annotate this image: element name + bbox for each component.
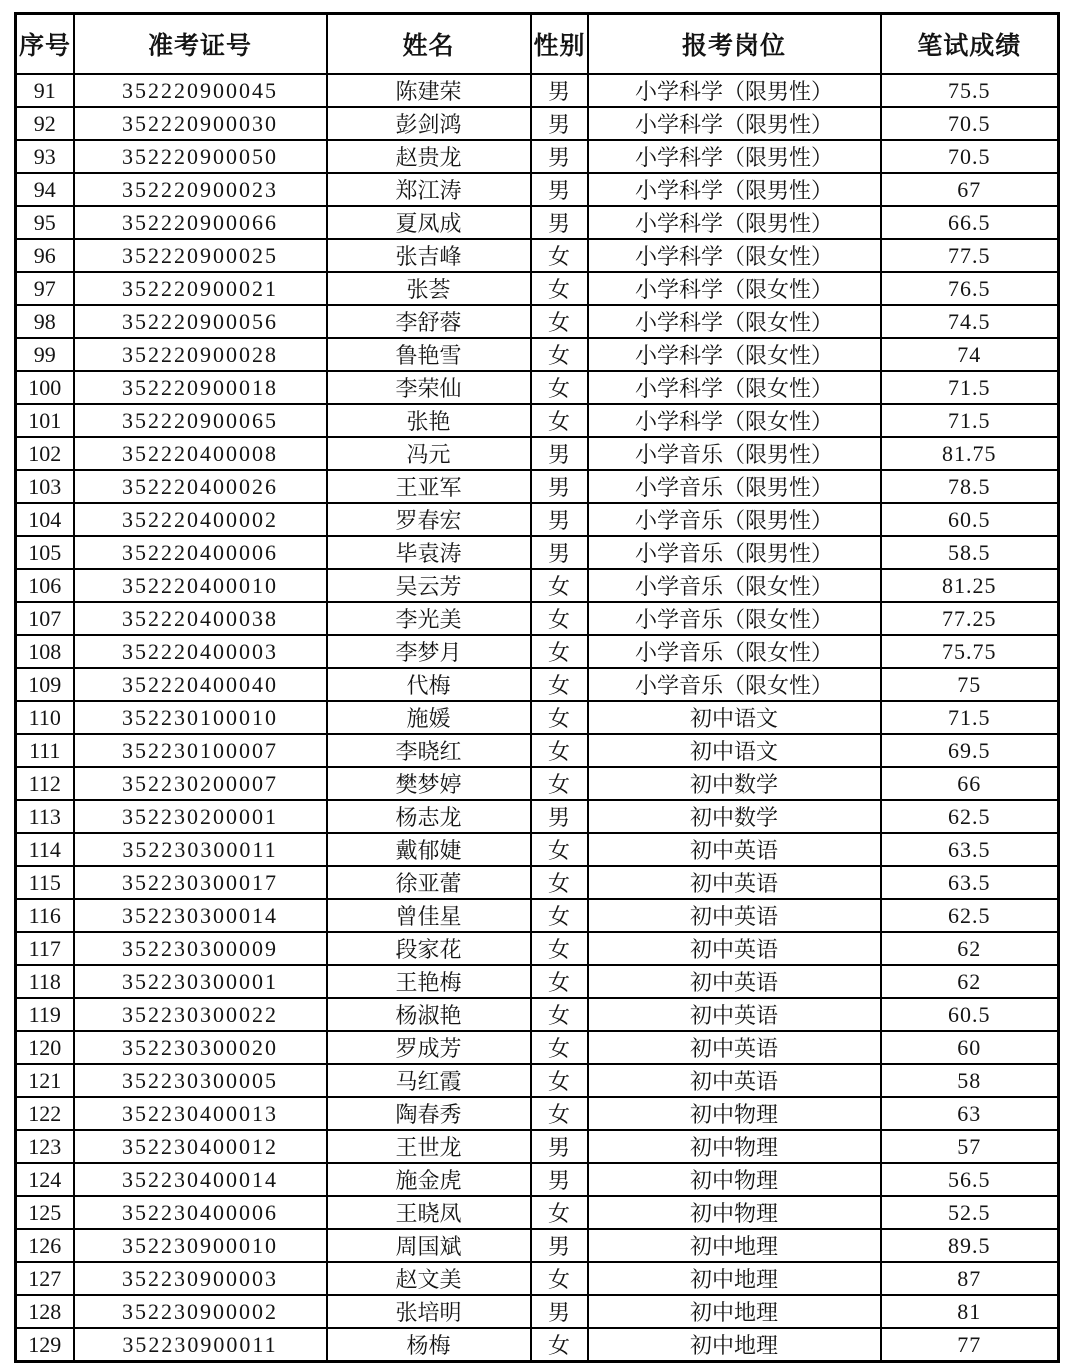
table-cell-name: 郑江涛 bbox=[327, 173, 531, 206]
table-cell-score: 74.5 bbox=[881, 305, 1059, 338]
table-cell-exam-id: 352230300005 bbox=[74, 1064, 327, 1097]
table-row bbox=[16, 437, 1059, 470]
table-cell-index: 115 bbox=[16, 866, 74, 899]
table-cell-exam-id: 352230400006 bbox=[74, 1196, 327, 1229]
table-cell-score: 60.5 bbox=[881, 998, 1059, 1031]
table-cell-index: 117 bbox=[16, 932, 74, 965]
column-header-score: 笔试成绩 bbox=[881, 14, 1059, 75]
table-cell-gender: 男 bbox=[531, 437, 588, 470]
table-cell-position: 初中物理 bbox=[588, 1163, 881, 1196]
table-cell-exam-id: 352220900065 bbox=[74, 404, 327, 437]
table-cell-position: 小学音乐（限男性） bbox=[588, 536, 881, 569]
table-row bbox=[16, 536, 1059, 569]
exam-score-table bbox=[14, 12, 1060, 1363]
table-cell-index: 112 bbox=[16, 767, 74, 800]
table-cell-gender: 女 bbox=[531, 338, 588, 371]
table-row bbox=[16, 866, 1059, 899]
table-row bbox=[16, 569, 1059, 602]
table-cell-score: 75.5 bbox=[881, 74, 1059, 107]
table-cell-gender: 男 bbox=[531, 206, 588, 239]
table-cell-index: 124 bbox=[16, 1163, 74, 1196]
table-cell-name: 马红霞 bbox=[327, 1064, 531, 1097]
table-cell-position: 小学科学（限男性） bbox=[588, 107, 881, 140]
table-cell-score: 69.5 bbox=[881, 734, 1059, 767]
table-cell-exam-id: 352220900030 bbox=[74, 107, 327, 140]
table-cell-gender: 女 bbox=[531, 272, 588, 305]
table-cell-index: 96 bbox=[16, 239, 74, 272]
table-cell-exam-id: 352230100007 bbox=[74, 734, 327, 767]
table-cell-score: 60.5 bbox=[881, 503, 1059, 536]
table-cell-name: 赵贵龙 bbox=[327, 140, 531, 173]
table-cell-position: 小学音乐（限女性） bbox=[588, 569, 881, 602]
table-cell-index: 120 bbox=[16, 1031, 74, 1064]
table-cell-exam-id: 352220900028 bbox=[74, 338, 327, 371]
table-cell-index: 114 bbox=[16, 833, 74, 866]
table-row bbox=[16, 1196, 1059, 1229]
table-cell-score: 75 bbox=[881, 668, 1059, 701]
table-cell-index: 122 bbox=[16, 1097, 74, 1130]
table-row bbox=[16, 239, 1059, 272]
table-cell-exam-id: 352230900003 bbox=[74, 1262, 327, 1295]
table-cell-name: 李晓红 bbox=[327, 734, 531, 767]
table-cell-index: 119 bbox=[16, 998, 74, 1031]
table-row bbox=[16, 404, 1059, 437]
table-cell-exam-id: 352220400038 bbox=[74, 602, 327, 635]
table-row bbox=[16, 668, 1059, 701]
table-cell-position: 小学科学（限女性） bbox=[588, 272, 881, 305]
table-cell-score: 71.5 bbox=[881, 404, 1059, 437]
table-row bbox=[16, 140, 1059, 173]
table-cell-exam-id: 352220900056 bbox=[74, 305, 327, 338]
table-cell-gender: 男 bbox=[531, 1163, 588, 1196]
table-cell-position: 小学科学（限女性） bbox=[588, 239, 881, 272]
table-row bbox=[16, 1262, 1059, 1295]
table-cell-name: 冯元 bbox=[327, 437, 531, 470]
table-cell-score: 81.25 bbox=[881, 569, 1059, 602]
table-cell-score: 60 bbox=[881, 1031, 1059, 1064]
table-body bbox=[16, 74, 1059, 1362]
table-cell-exam-id: 352230400014 bbox=[74, 1163, 327, 1196]
table-cell-score: 66 bbox=[881, 767, 1059, 800]
table-cell-name: 彭剑鸿 bbox=[327, 107, 531, 140]
table-cell-gender: 女 bbox=[531, 932, 588, 965]
table-cell-exam-id: 352230300014 bbox=[74, 899, 327, 932]
table-cell-index: 121 bbox=[16, 1064, 74, 1097]
table-cell-exam-id: 352230200001 bbox=[74, 800, 327, 833]
table-cell-index: 109 bbox=[16, 668, 74, 701]
table-cell-gender: 女 bbox=[531, 1064, 588, 1097]
table-cell-gender: 女 bbox=[531, 668, 588, 701]
table-cell-position: 初中地理 bbox=[588, 1328, 881, 1362]
table-cell-exam-id: 352220400002 bbox=[74, 503, 327, 536]
table-cell-position: 初中语文 bbox=[588, 701, 881, 734]
table-header bbox=[16, 14, 1059, 75]
table-cell-position: 初中物理 bbox=[588, 1097, 881, 1130]
column-header-exam-id: 准考证号 bbox=[74, 14, 327, 75]
table-cell-position: 初中英语 bbox=[588, 965, 881, 998]
table-cell-score: 70.5 bbox=[881, 140, 1059, 173]
table-cell-gender: 女 bbox=[531, 569, 588, 602]
table-cell-gender: 男 bbox=[531, 470, 588, 503]
table-cell-position: 小学科学（限男性） bbox=[588, 206, 881, 239]
table-cell-score: 63 bbox=[881, 1097, 1059, 1130]
table-row bbox=[16, 998, 1059, 1031]
table-cell-position: 初中物理 bbox=[588, 1196, 881, 1229]
table-cell-name: 王晓凤 bbox=[327, 1196, 531, 1229]
table-cell-index: 93 bbox=[16, 140, 74, 173]
table-cell-gender: 男 bbox=[531, 173, 588, 206]
table-cell-index: 105 bbox=[16, 536, 74, 569]
table-cell-index: 101 bbox=[16, 404, 74, 437]
table-cell-gender: 女 bbox=[531, 998, 588, 1031]
table-cell-gender: 女 bbox=[531, 833, 588, 866]
table-cell-gender: 女 bbox=[531, 1196, 588, 1229]
table-cell-gender: 男 bbox=[531, 503, 588, 536]
table-cell-exam-id: 352230900002 bbox=[74, 1295, 327, 1328]
table-cell-exam-id: 352230900010 bbox=[74, 1229, 327, 1262]
table-cell-exam-id: 352230300020 bbox=[74, 1031, 327, 1064]
table-row bbox=[16, 800, 1059, 833]
table-cell-name: 周国斌 bbox=[327, 1229, 531, 1262]
table-cell-exam-id: 352220900050 bbox=[74, 140, 327, 173]
table-cell-position: 初中数学 bbox=[588, 800, 881, 833]
table-row bbox=[16, 1328, 1059, 1362]
table-cell-index: 94 bbox=[16, 173, 74, 206]
table-cell-score: 62.5 bbox=[881, 899, 1059, 932]
table-cell-index: 123 bbox=[16, 1130, 74, 1163]
table-cell-name: 杨志龙 bbox=[327, 800, 531, 833]
table-cell-exam-id: 352220900023 bbox=[74, 173, 327, 206]
table-cell-name: 戴郁婕 bbox=[327, 833, 531, 866]
table-cell-index: 110 bbox=[16, 701, 74, 734]
table-row bbox=[16, 1031, 1059, 1064]
table-cell-score: 71.5 bbox=[881, 371, 1059, 404]
table-cell-name: 罗春宏 bbox=[327, 503, 531, 536]
table-cell-exam-id: 352220900045 bbox=[74, 74, 327, 107]
table-cell-score: 62 bbox=[881, 965, 1059, 998]
table-cell-score: 77 bbox=[881, 1328, 1059, 1362]
table-row bbox=[16, 74, 1059, 107]
table-row bbox=[16, 602, 1059, 635]
table-cell-score: 58.5 bbox=[881, 536, 1059, 569]
table-cell-gender: 男 bbox=[531, 140, 588, 173]
table-row bbox=[16, 107, 1059, 140]
table-cell-name: 张培明 bbox=[327, 1295, 531, 1328]
table-cell-exam-id: 352230400013 bbox=[74, 1097, 327, 1130]
table-cell-exam-id: 352220400008 bbox=[74, 437, 327, 470]
table-cell-gender: 女 bbox=[531, 371, 588, 404]
table-cell-gender: 女 bbox=[531, 1262, 588, 1295]
table-cell-name: 张荟 bbox=[327, 272, 531, 305]
table-row bbox=[16, 371, 1059, 404]
table-cell-score: 89.5 bbox=[881, 1229, 1059, 1262]
table-row bbox=[16, 272, 1059, 305]
table-cell-index: 100 bbox=[16, 371, 74, 404]
table-cell-gender: 男 bbox=[531, 107, 588, 140]
table-row bbox=[16, 767, 1059, 800]
table-cell-index: 107 bbox=[16, 602, 74, 635]
table-cell-position: 初中英语 bbox=[588, 866, 881, 899]
table-cell-name: 李舒蓉 bbox=[327, 305, 531, 338]
table-cell-name: 陈建荣 bbox=[327, 74, 531, 107]
table-cell-score: 87 bbox=[881, 1262, 1059, 1295]
table-cell-index: 111 bbox=[16, 734, 74, 767]
table-cell-position: 初中物理 bbox=[588, 1130, 881, 1163]
table-cell-exam-id: 352220400010 bbox=[74, 569, 327, 602]
table-cell-exam-id: 352230400012 bbox=[74, 1130, 327, 1163]
table-cell-exam-id: 352220900066 bbox=[74, 206, 327, 239]
table-cell-gender: 男 bbox=[531, 74, 588, 107]
table-cell-index: 103 bbox=[16, 470, 74, 503]
table-cell-index: 108 bbox=[16, 635, 74, 668]
table-cell-name: 杨梅 bbox=[327, 1328, 531, 1362]
table-cell-score: 70.5 bbox=[881, 107, 1059, 140]
table-cell-position: 初中地理 bbox=[588, 1229, 881, 1262]
table-cell-score: 76.5 bbox=[881, 272, 1059, 305]
table-cell-gender: 女 bbox=[531, 734, 588, 767]
table-row bbox=[16, 833, 1059, 866]
table-cell-exam-id: 352230300017 bbox=[74, 866, 327, 899]
table-cell-exam-id: 352230300009 bbox=[74, 932, 327, 965]
table-cell-position: 小学科学（限女性） bbox=[588, 305, 881, 338]
table-cell-score: 57 bbox=[881, 1130, 1059, 1163]
table-cell-index: 95 bbox=[16, 206, 74, 239]
table-cell-position: 初中英语 bbox=[588, 899, 881, 932]
table-cell-exam-id: 352230300022 bbox=[74, 998, 327, 1031]
table-cell-index: 102 bbox=[16, 437, 74, 470]
table-cell-gender: 女 bbox=[531, 1031, 588, 1064]
table-cell-index: 125 bbox=[16, 1196, 74, 1229]
table-row bbox=[16, 470, 1059, 503]
table-cell-exam-id: 352220400006 bbox=[74, 536, 327, 569]
table-cell-score: 63.5 bbox=[881, 866, 1059, 899]
table-cell-gender: 男 bbox=[531, 1295, 588, 1328]
table-cell-name: 夏凤成 bbox=[327, 206, 531, 239]
table-cell-index: 92 bbox=[16, 107, 74, 140]
table-cell-position: 初中数学 bbox=[588, 767, 881, 800]
table-cell-name: 李梦月 bbox=[327, 635, 531, 668]
table-cell-gender: 女 bbox=[531, 866, 588, 899]
table-cell-score: 71.5 bbox=[881, 701, 1059, 734]
table-cell-position: 小学科学（限男性） bbox=[588, 74, 881, 107]
table-cell-gender: 男 bbox=[531, 800, 588, 833]
table-row bbox=[16, 734, 1059, 767]
table-cell-position: 初中地理 bbox=[588, 1295, 881, 1328]
table-cell-gender: 女 bbox=[531, 1097, 588, 1130]
table-row bbox=[16, 1097, 1059, 1130]
table-cell-gender: 女 bbox=[531, 404, 588, 437]
table-cell-gender: 女 bbox=[531, 965, 588, 998]
table-cell-position: 小学科学（限女性） bbox=[588, 404, 881, 437]
table-cell-position: 小学音乐（限男性） bbox=[588, 437, 881, 470]
table-row bbox=[16, 206, 1059, 239]
table-cell-score: 77.25 bbox=[881, 602, 1059, 635]
table-row bbox=[16, 503, 1059, 536]
table-cell-name: 施媛 bbox=[327, 701, 531, 734]
table-cell-gender: 女 bbox=[531, 305, 588, 338]
table-cell-name: 李荣仙 bbox=[327, 371, 531, 404]
table-row bbox=[16, 338, 1059, 371]
table-cell-exam-id: 352230900011 bbox=[74, 1328, 327, 1362]
table-row bbox=[16, 635, 1059, 668]
table-cell-score: 74 bbox=[881, 338, 1059, 371]
table-cell-name: 王亚军 bbox=[327, 470, 531, 503]
table-cell-name: 吴云芳 bbox=[327, 569, 531, 602]
column-header-index: 序号 bbox=[16, 14, 74, 75]
table-cell-name: 赵文美 bbox=[327, 1262, 531, 1295]
table-cell-index: 128 bbox=[16, 1295, 74, 1328]
table-cell-exam-id: 352220900021 bbox=[74, 272, 327, 305]
table-cell-position: 小学科学（限男性） bbox=[588, 173, 881, 206]
table-cell-gender: 男 bbox=[531, 1229, 588, 1262]
table-cell-exam-id: 352230300001 bbox=[74, 965, 327, 998]
table-cell-name: 鲁艳雪 bbox=[327, 338, 531, 371]
table-cell-position: 小学音乐（限男性） bbox=[588, 503, 881, 536]
table-cell-index: 91 bbox=[16, 74, 74, 107]
table-cell-index: 99 bbox=[16, 338, 74, 371]
table-cell-score: 52.5 bbox=[881, 1196, 1059, 1229]
table-cell-index: 129 bbox=[16, 1328, 74, 1362]
table-cell-gender: 男 bbox=[531, 1130, 588, 1163]
table-cell-score: 56.5 bbox=[881, 1163, 1059, 1196]
table-cell-exam-id: 352220400003 bbox=[74, 635, 327, 668]
table-cell-exam-id: 352220900018 bbox=[74, 371, 327, 404]
table-cell-exam-id: 352230100010 bbox=[74, 701, 327, 734]
table-cell-position: 小学科学（限男性） bbox=[588, 140, 881, 173]
table-cell-name: 罗成芳 bbox=[327, 1031, 531, 1064]
table-cell-score: 66.5 bbox=[881, 206, 1059, 239]
table-row bbox=[16, 701, 1059, 734]
table-cell-position: 初中英语 bbox=[588, 1031, 881, 1064]
table-cell-position: 小学科学（限女性） bbox=[588, 338, 881, 371]
table-cell-position: 初中英语 bbox=[588, 998, 881, 1031]
table-cell-gender: 女 bbox=[531, 635, 588, 668]
table-cell-position: 初中语文 bbox=[588, 734, 881, 767]
table-cell-exam-id: 352220400026 bbox=[74, 470, 327, 503]
table-cell-gender: 女 bbox=[531, 767, 588, 800]
table-cell-score: 58 bbox=[881, 1064, 1059, 1097]
table-cell-name: 曾佳星 bbox=[327, 899, 531, 932]
table-cell-index: 106 bbox=[16, 569, 74, 602]
table-cell-position: 初中英语 bbox=[588, 833, 881, 866]
table-row bbox=[16, 932, 1059, 965]
table-cell-name: 陶春秀 bbox=[327, 1097, 531, 1130]
column-header-gender: 性别 bbox=[531, 14, 588, 75]
column-header-name: 姓名 bbox=[327, 14, 531, 75]
table-cell-name: 段家花 bbox=[327, 932, 531, 965]
table-cell-score: 81.75 bbox=[881, 437, 1059, 470]
table-cell-exam-id: 352230200007 bbox=[74, 767, 327, 800]
table-row bbox=[16, 1229, 1059, 1262]
table-cell-position: 小学科学（限女性） bbox=[588, 371, 881, 404]
table-row bbox=[16, 1064, 1059, 1097]
table-cell-gender: 女 bbox=[531, 239, 588, 272]
column-header-position: 报考岗位 bbox=[588, 14, 881, 75]
table-cell-score: 78.5 bbox=[881, 470, 1059, 503]
table-cell-name: 施金虎 bbox=[327, 1163, 531, 1196]
header-row bbox=[16, 14, 1059, 75]
table-cell-exam-id: 352220900025 bbox=[74, 239, 327, 272]
table-cell-index: 127 bbox=[16, 1262, 74, 1295]
table-row bbox=[16, 899, 1059, 932]
table-cell-index: 116 bbox=[16, 899, 74, 932]
table-row bbox=[16, 965, 1059, 998]
table-cell-gender: 女 bbox=[531, 899, 588, 932]
table-cell-index: 113 bbox=[16, 800, 74, 833]
table-cell-name: 王艳梅 bbox=[327, 965, 531, 998]
table-cell-index: 104 bbox=[16, 503, 74, 536]
table-cell-exam-id: 352220400040 bbox=[74, 668, 327, 701]
table-cell-name: 王世龙 bbox=[327, 1130, 531, 1163]
table-cell-name: 毕袁涛 bbox=[327, 536, 531, 569]
table-cell-score: 75.75 bbox=[881, 635, 1059, 668]
table-row bbox=[16, 1295, 1059, 1328]
table-cell-index: 97 bbox=[16, 272, 74, 305]
table-cell-position: 初中英语 bbox=[588, 1064, 881, 1097]
table-cell-position: 小学音乐（限男性） bbox=[588, 470, 881, 503]
table-cell-score: 81 bbox=[881, 1295, 1059, 1328]
table-row bbox=[16, 305, 1059, 338]
table-row bbox=[16, 1130, 1059, 1163]
table-cell-position: 小学音乐（限女性） bbox=[588, 668, 881, 701]
table-cell-gender: 女 bbox=[531, 701, 588, 734]
table-cell-gender: 女 bbox=[531, 602, 588, 635]
table-cell-position: 小学音乐（限女性） bbox=[588, 635, 881, 668]
table-cell-index: 126 bbox=[16, 1229, 74, 1262]
table-cell-score: 62.5 bbox=[881, 800, 1059, 833]
table-cell-index: 98 bbox=[16, 305, 74, 338]
table-cell-index: 118 bbox=[16, 965, 74, 998]
table-cell-score: 63.5 bbox=[881, 833, 1059, 866]
table-cell-name: 樊梦婷 bbox=[327, 767, 531, 800]
table-cell-gender: 男 bbox=[531, 536, 588, 569]
table-cell-name: 张艳 bbox=[327, 404, 531, 437]
table-row bbox=[16, 1163, 1059, 1196]
table-cell-position: 初中地理 bbox=[588, 1262, 881, 1295]
table-cell-gender: 女 bbox=[531, 1328, 588, 1362]
table-row bbox=[16, 173, 1059, 206]
table-cell-name: 徐亚蕾 bbox=[327, 866, 531, 899]
table-cell-name: 杨淑艳 bbox=[327, 998, 531, 1031]
table-cell-position: 初中英语 bbox=[588, 932, 881, 965]
table-cell-score: 67 bbox=[881, 173, 1059, 206]
table-cell-exam-id: 352230300011 bbox=[74, 833, 327, 866]
table-cell-name: 代梅 bbox=[327, 668, 531, 701]
table-cell-position: 小学音乐（限女性） bbox=[588, 602, 881, 635]
table-cell-score: 62 bbox=[881, 932, 1059, 965]
table-cell-name: 张吉峰 bbox=[327, 239, 531, 272]
table-cell-score: 77.5 bbox=[881, 239, 1059, 272]
table-cell-name: 李光美 bbox=[327, 602, 531, 635]
